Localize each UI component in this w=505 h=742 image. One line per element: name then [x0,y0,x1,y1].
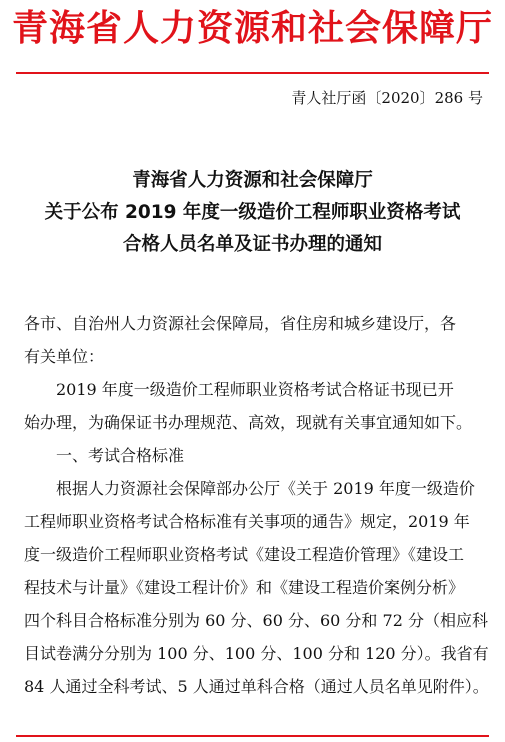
letterhead-red-rule [16,72,489,74]
document-number: 青人社厅函〔2020〕286 号 [291,89,483,107]
notice-title-line-2: 关于公布 2019 年度一级造价工程师职业资格考试 [44,202,461,223]
paragraph-line: 程技术与计量》《建设工程计价》和《建设工程造价案例分析》 [24,578,465,597]
footer-rule [16,735,489,737]
section-heading: 一、考试合格标准 [56,446,185,465]
paragraph-line: 度一级造价工程师职业资格考试《建设工程造价管理》《建设工 [24,545,465,564]
paragraph-line: 2019 年度一级造价工程师职业资格考试合格证书现已开 [56,380,454,399]
paragraph-line: 84 人通过全科考试、5 人通过单科合格（通过人员名单见附件）。 [24,677,489,696]
addressee-line-1: 各市、自治州人力资源社会保障局，省住房和城乡建设厅，各 [24,314,457,333]
paragraph-line: 目试卷满分分别为 100 分、100 分、100 分和 120 分）。我省有 [24,644,489,663]
addressee-line-2: 有关单位： [24,347,105,366]
paragraph-line: 四个科目合格标准分别为 60 分、60 分、60 分和 72 分（相应科 [24,611,488,630]
notice-title-line-3: 合格人员名单及证书办理的通知 [122,234,382,255]
notice-title-line-1: 青海省人力资源和社会保障厅 [132,170,373,191]
paragraph-line: 根据人力资源社会保障部办公厅《关于 2019 年度一级造价 [56,479,475,498]
paragraph-line: 始办理，为确保证书办理规范、高效，现就有关事宜通知如下。 [24,413,473,432]
letterhead-title: 青海省人力资源和社会保障厅 [11,7,493,49]
paragraph-line: 工程师职业资格考试合格标准有关事项的通告》规定，2019 年 [24,512,470,531]
